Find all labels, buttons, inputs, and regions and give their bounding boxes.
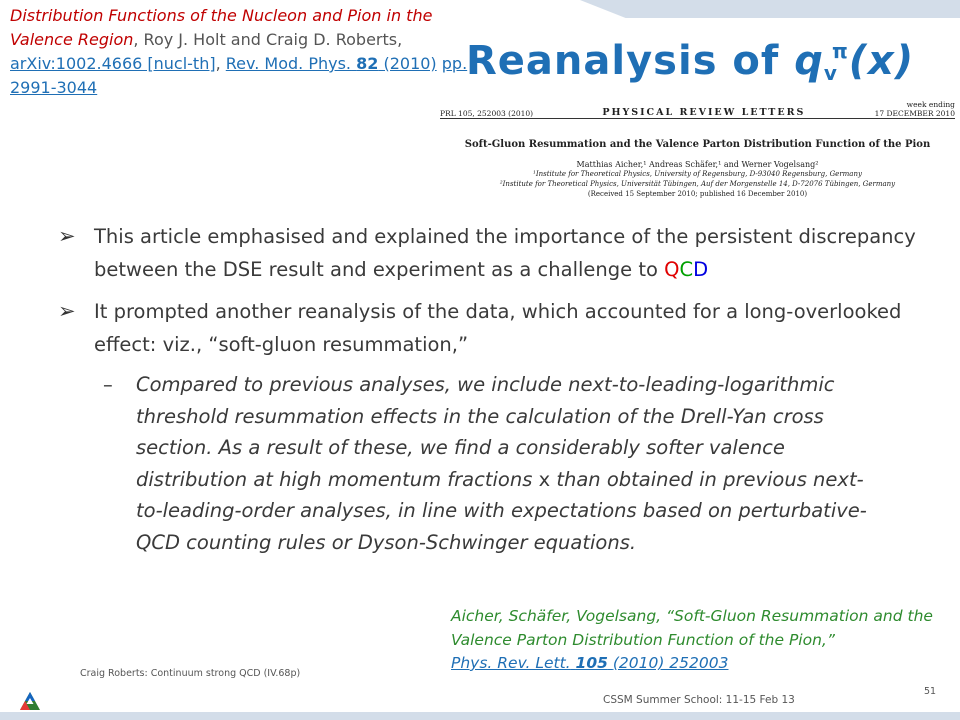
- reference-authors: , Roy J. Holt and Craig D. Roberts,: [133, 30, 403, 49]
- journal-year: (2010): [383, 54, 437, 73]
- journal-name: Rev. Mod. Phys.: [225, 54, 352, 73]
- bullet-1-text: This article emphasised and explained the importance of the persistent discrepancy between the DSE result and experiment as a challenge to: [94, 225, 916, 281]
- journal-volume: 82: [356, 54, 379, 73]
- article-journal: PRL 105, 252003 (2010): [440, 109, 534, 118]
- bullet-2: [58, 295, 928, 361]
- slide-title: [466, 38, 914, 85]
- article-journal-name: PHYSICAL REVIEW LETTERS: [602, 107, 806, 118]
- reference-title: Distribution Functions of the Nucleon and Pion in the Valence Region: [10, 6, 433, 49]
- bottom-bar: [0, 712, 960, 720]
- prl-rest: (2010) 252003: [612, 654, 729, 672]
- article-header: [440, 96, 955, 119]
- top-right-decoration: [580, 0, 960, 18]
- reference-separator: ,: [215, 54, 221, 73]
- qcd-c: C: [679, 258, 694, 281]
- prl-link[interactable]: [451, 654, 728, 672]
- article-week-line1: week ending: [906, 100, 955, 109]
- bullet-1: [58, 220, 928, 286]
- article-week: [875, 100, 955, 118]
- quote-subbullet: [103, 369, 876, 558]
- page-number: 51: [924, 686, 937, 697]
- footer-author: Craig Roberts: Continuum strong QCD (IV.68p): [80, 668, 301, 679]
- prl-volume: 105: [575, 654, 608, 672]
- article-authors: Matthias Aicher,¹ Andreas Schäfer,¹ and Werner Vogelsang²: [576, 160, 819, 169]
- arrow-bullet-icon: ➢: [58, 224, 76, 248]
- qcd-q: Q: [664, 258, 680, 281]
- article-received: (Received 15 September 2010; published 16 December 2010): [587, 190, 808, 198]
- journal-link[interactable]: [226, 54, 437, 73]
- arrow-bullet-icon: ➢: [58, 299, 76, 323]
- bullet-2-text: It prompted another reanalysis of the data, which accounted for a long-overlooked effect: viz., “soft-gluon resummation,”: [94, 300, 902, 356]
- title-sub: v: [823, 61, 838, 85]
- title-q: q: [794, 38, 824, 84]
- quote-part-1: Compared to previous analyses, we include next-to-leading-logarithmic threshold resummation effects in the calculation of the Drell-Yan cross section. As a result of these, we find a considerably softer valence distribution at high momentum fractions: [136, 373, 835, 491]
- quote-part-2: than obtained in previous next-to-leading-order analyses, in line with expectations based on perturbative-QCD counting rules or Dyson-Schwinger equations.: [136, 467, 867, 554]
- article-institution-1: ¹Institute for Theoretical Physics, University of Regensburg, D-93040 Regensburg, Germany: [533, 170, 862, 178]
- pages-link[interactable]: pp. 2991-3044: [10, 54, 468, 97]
- quote-x: x: [538, 467, 551, 491]
- title-prefix: Reanalysis of: [466, 38, 795, 84]
- article-snippet: [440, 96, 955, 214]
- top-reference: [10, 4, 470, 100]
- article-title: Soft-Gluon Resummation and the Valence Parton Distribution Function of the Pion: [464, 139, 931, 150]
- bottom-reference-text: Aicher, Schäfer, Vogelsang, “Soft-Gluon Resummation and the Valence Parton Distribution Function of the Pion,”: [451, 607, 933, 649]
- bullet-list: [58, 220, 928, 558]
- article-institution-2: ²Institute for Theoretical Physics, Universität Tübingen, Auf der Morgenstelle 14, D-72076 Tübingen, Germany: [499, 180, 896, 188]
- title-suffix: (x): [848, 38, 915, 84]
- title-sup: π: [831, 39, 849, 63]
- bottom-reference: [451, 605, 956, 676]
- arxiv-link[interactable]: arXiv:1002.4666 [nucl-th]: [10, 54, 216, 73]
- footer-event: CSSM Summer School: 11-15 Feb 13: [603, 694, 795, 706]
- prl-journal: Phys. Rev. Lett.: [451, 654, 571, 672]
- article-week-line2: 17 DECEMBER 2010: [874, 109, 955, 118]
- dash-bullet: –: [103, 373, 113, 396]
- argonne-logo-icon: [18, 690, 42, 714]
- qcd-d: D: [693, 258, 709, 281]
